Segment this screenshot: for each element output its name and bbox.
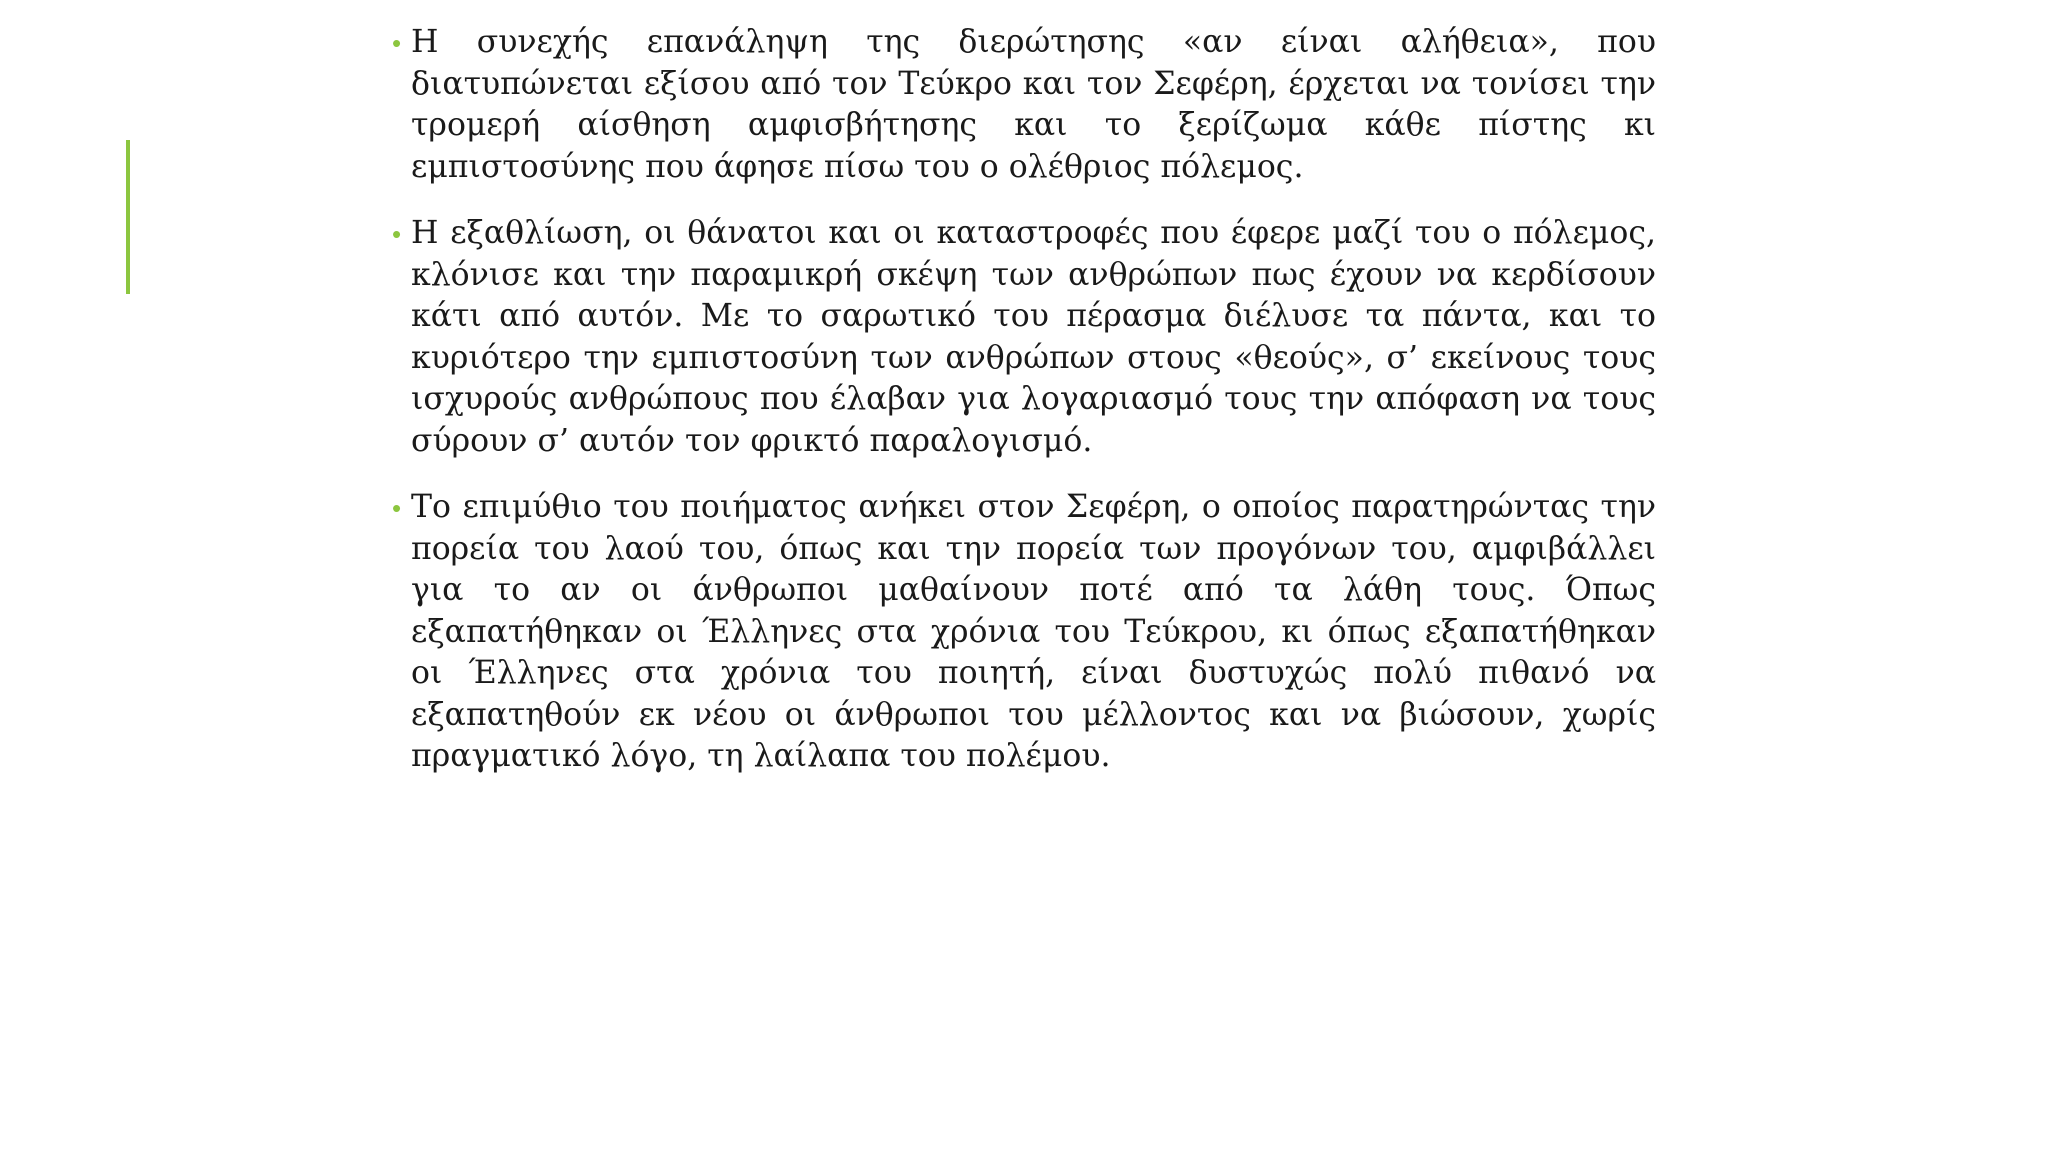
bullet-item-2 [392,213,1656,462]
bullet-text-3: Το επιμύθιο του ποιήματος ανήκει στον Σεφέρη, ο οποίος παρατηρώντας την πορεία του λαού του, όπως και την πορεία των προγόνων του, αμφιβάλλει για το αν οι άνθρωποι μαθαίνουν ποτέ από τα λάθη τους. Όπως εξαπατήθηκαν οι Έλληνες στα χρόνια του Τεύκρου, κι όπως εξαπατήθηκαν οι Έλληνες στα χρόνια του ποιητή, είναι δυστυχώς πολύ πιθανό να εξαπατηθούν εκ νέου οι άνθρωποι του μέλλοντος και να βιώσουν, χωρίς πραγματικό λόγο, τη λαίλαπα του πολέμου. [411,489,1656,774]
bullet-text-2: Η εξαθλίωση, οι θάνατοι και οι καταστροφές που έφερε μαζί του ο πόλεμος, κλόνισε και την παραμικρή σκέψη των ανθρώπων πως έχουν να κερδίσουν κάτι από αυτόν. Με το σαρωτικό του πέρασμα διέλυσε τα πάντα, και το κυριότερο την εμπιστοσύνη των ανθρώπων στους «θεούς», σ’ εκείνους τους ισχυρούς ανθρώπους που έλαβαν για λογαριασμό τους την απόφαση να τους σύρουν σ’ αυτόν τον φρικτό παραλογισμό. [411,215,1656,459]
bullet-dot-icon: • [392,28,402,58]
bullet-dot-icon: • [392,493,402,523]
bullet-list [392,22,1656,803]
bullet-item-1 [392,22,1656,188]
bullet-item-3 [392,487,1656,778]
accent-bar [126,140,130,294]
bullet-text-1: Η συνεχής επανάληψη της διερώτησης «αν είναι αλήθεια», που διατυπώνεται εξίσου από τον Τεύκρο και τον Σεφέρη, έρχεται να τονίσει την τρομερή αίσθηση αμφισβήτησης και το ξερίζωμα κάθε πίστης κι εμπιστοσύνης που άφησε πίσω του ο ολέθριος πόλεμος. [411,24,1656,185]
bullet-dot-icon: • [392,219,402,249]
